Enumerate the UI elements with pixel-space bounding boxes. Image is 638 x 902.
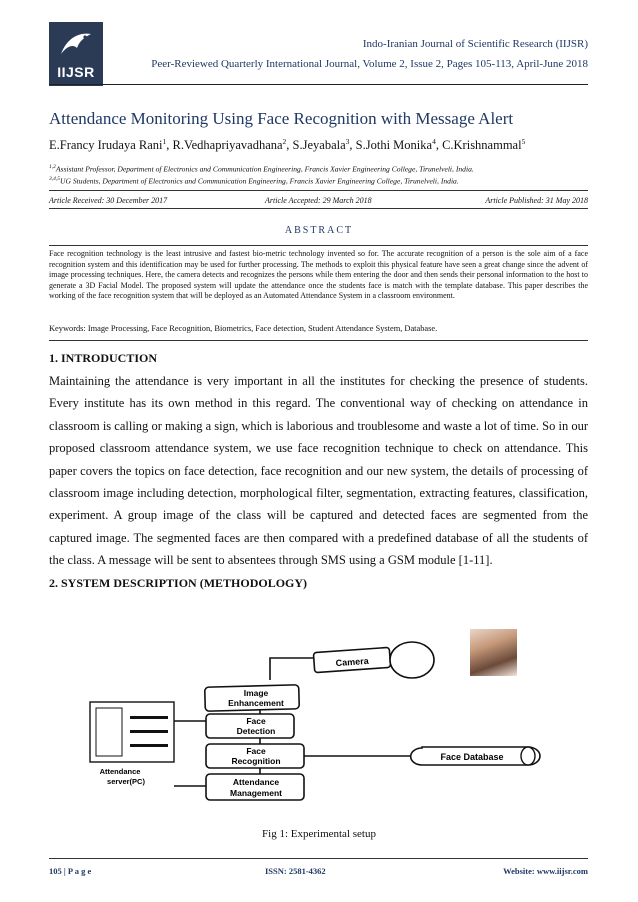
camera-label: Camera xyxy=(335,655,369,669)
journal-name: Indo-Iranian Journal of Scientific Research (IIJSR) xyxy=(362,38,588,50)
dates-divider xyxy=(49,190,588,191)
attendance-management-label: Management xyxy=(230,788,282,798)
page-number: 105 | P a g e xyxy=(49,866,92,876)
author-sup: 1 xyxy=(162,137,167,146)
abstract-heading: ABSTRACT xyxy=(284,225,354,236)
journal-logo xyxy=(49,22,103,86)
section-heading-introduction: 1. INTRODUCTION xyxy=(49,351,158,365)
section-heading-system: 2. SYSTEM DESCRIPTION (METHODOLOGY) xyxy=(49,576,308,590)
keywords: Keywords: Image Processing, Face Recognition, Biometrics, Face detection, Student Attendance System, Database. xyxy=(49,324,438,333)
bird-emblem-icon xyxy=(57,28,95,60)
issn: ISSN: 2581-4362 xyxy=(265,866,326,876)
header-divider xyxy=(49,84,588,85)
server-label: Attendance xyxy=(99,767,141,776)
affiliation xyxy=(49,164,474,174)
paper-title: Attendance Monitoring Using Face Recognition with Message Alert xyxy=(49,109,514,128)
author-name: C.Krishnammal xyxy=(442,138,522,153)
logo-text: IIJSR xyxy=(57,64,95,80)
figure-caption: Fig 1: Experimental setup xyxy=(262,828,376,840)
face-detection-label: Face xyxy=(246,716,266,726)
camera-lens-icon xyxy=(390,642,434,678)
website: Website: www.iijsr.com xyxy=(503,866,588,876)
abstract-divider xyxy=(49,245,588,246)
date-received: Article Received: 30 December 2017 xyxy=(49,196,168,205)
face-database-label: Face Database xyxy=(440,752,504,762)
affiliation-sup: 1,2 xyxy=(49,164,56,170)
author-sup: 3 xyxy=(345,137,350,146)
affiliation-text: UG Students, Department of Electronics and Communication Engineering, Francis Xavier Engineering College, Tirunelveli, India. xyxy=(60,176,459,186)
dates-divider xyxy=(49,208,588,209)
person-photo xyxy=(470,629,517,676)
affiliation-sup: 3,4,5 xyxy=(49,176,60,182)
author-name: E.Francy Irudaya Rani xyxy=(49,138,163,153)
image-enhancement-label: Enhancement xyxy=(228,698,284,708)
abstract-text: Face recognition technology is the least intrusive and fastest bio-metric technology invented so for. The accurate recognition of a person is the sole aim of a face recognition system and this identification may be used for further processing. The methods to exploit this physical feature have seen a great change since the advent of image processing techniques. Here, the camera detects and recognizes the persons while them entering the door and then sends their personal information to the host to generate a 3D Facial Model. The proposed system will update the attendance once the students face is match with the template database. This paper describes the working of the face recognition system that will be deployed as an Automated Attendance System in a classroom environment. xyxy=(49,249,588,301)
face-recognition-label: Face xyxy=(246,746,266,756)
author-name: S.Jeyabala xyxy=(292,138,346,153)
author-list: E.Francy Irudaya Rani$^1$, R.Vedhapriyavadhana$^2$, S.Jeyabala$^3$, S.Jothi Monika$^4$, C.Krishnammal$^5$ xyxy=(49,137,526,153)
date-published: Article Published: 31 May 2018 xyxy=(485,196,588,205)
footer-divider xyxy=(49,858,588,859)
image-enhancement-label: Image xyxy=(243,688,269,698)
server-label: server(PC) xyxy=(107,777,145,786)
author-sup: 2 xyxy=(282,137,287,146)
author-name: R.Vedhapriyavadhana xyxy=(172,138,283,153)
face-recognition-label: Recognition xyxy=(231,756,281,766)
journal-info: Peer-Reviewed Quarterly International Journal, Volume 2, Issue 2, Pages 105-113, April-June 2018 xyxy=(151,58,588,70)
face-detection-label: Detection xyxy=(236,726,276,736)
affiliation xyxy=(49,176,459,186)
date-accepted: Article Accepted: 29 March 2018 xyxy=(265,196,372,205)
author-sup: 5 xyxy=(521,137,526,146)
attendance-management-label: Attendance xyxy=(232,777,280,787)
abstract-divider xyxy=(49,340,588,341)
affiliation-text: Assistant Professor, Department of Electronics and Communication Engineering, Francis Xavier Engineering College, Tirunelveli, India. xyxy=(55,164,474,174)
database-cap-icon xyxy=(521,747,535,765)
author-name: S.Jothi Monika xyxy=(355,138,433,153)
author-sup: 4 xyxy=(432,137,436,146)
introduction-text: Maintaining the attendance is very important in all the institutes for checking the presence of students. Every institute has its own method in this regard. The conventional way of checking on attendance in classroom is calling or making a sign, which is laborious and troublesome and waste a lot of time. So in our proposed classroom attendance system, we use face recognition technique to check on attendance. This paper covers the topics on face detection, face recognition and our new system, the details of processing of classroom image including detection, morphological filter, segmentation, extracting features, classification, experiment. A group image of the class will be captured and detected faces are segmented from the captured image. The segmented faces are then compared with a predefined database of all the students of the class. A message will be sent to absentees through SMS using a GSM module [1-11]. xyxy=(49,374,588,568)
